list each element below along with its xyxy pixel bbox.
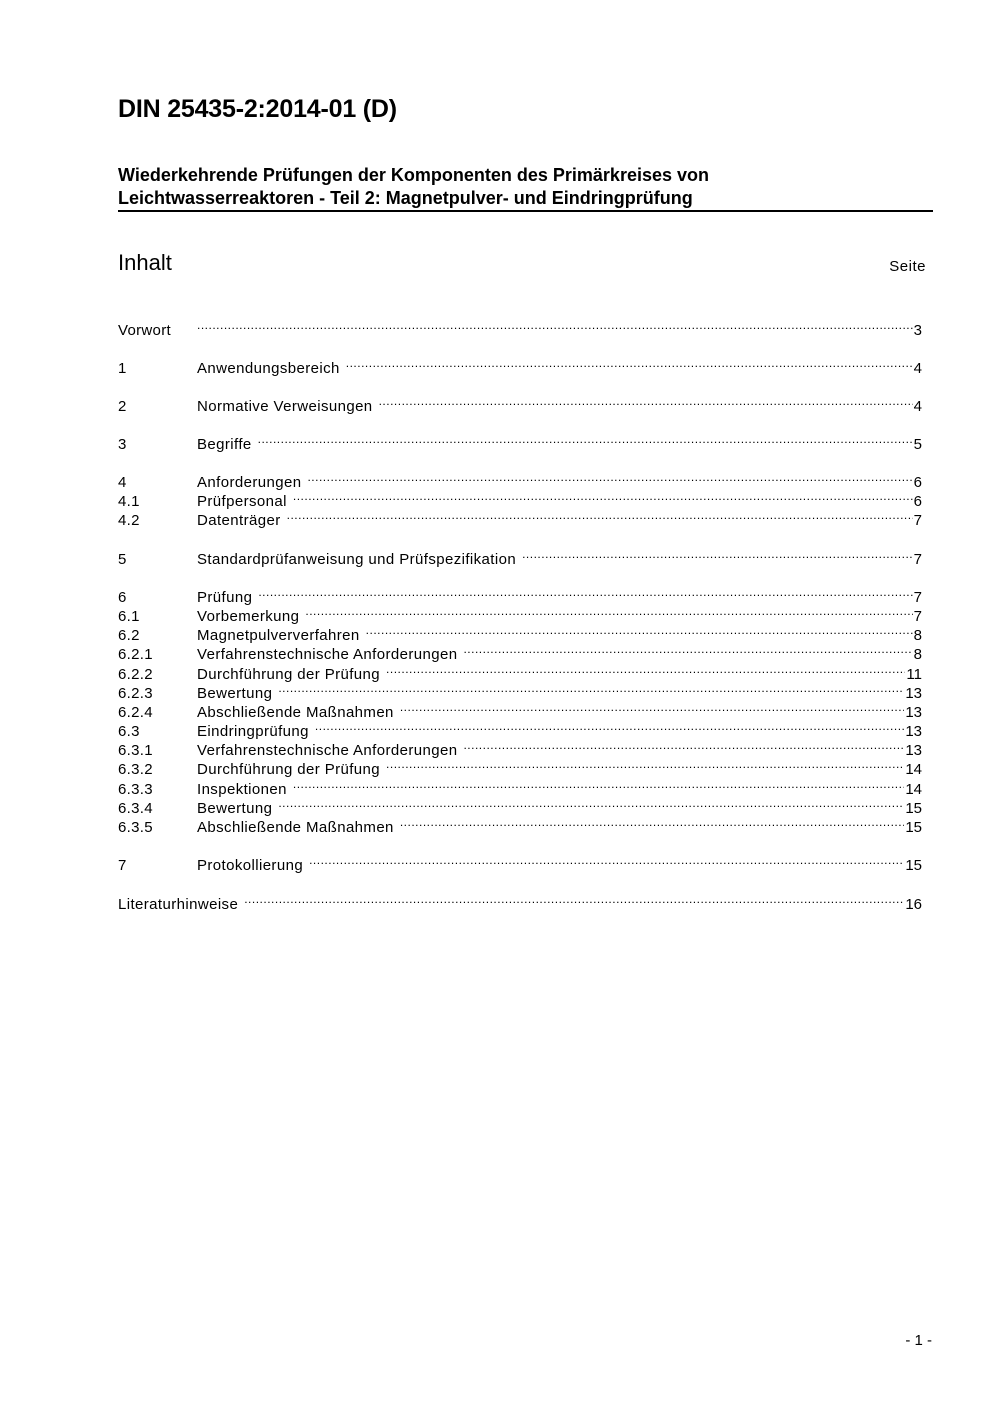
toc-entry-page: 15 <box>905 819 922 836</box>
toc-leader-dots <box>386 755 904 774</box>
toc-entry[interactable] <box>118 851 922 874</box>
toc-entry-number: 6 <box>118 589 127 606</box>
toc-entry-vorwort[interactable] <box>118 316 922 339</box>
toc-entry-page: 11 <box>906 666 922 683</box>
toc-page-column-label: Seite <box>889 258 926 275</box>
toc-entry-number: 6.2.2 <box>118 666 153 683</box>
toc-leader-dots <box>309 851 904 870</box>
toc-entry-label: Vorwort <box>118 322 171 339</box>
toc-entry[interactable] <box>118 775 922 798</box>
toc-leader-dots <box>293 487 913 506</box>
toc-entry[interactable] <box>118 813 922 836</box>
toc-leader-dots <box>305 602 912 621</box>
toc-leader-dots <box>522 545 913 564</box>
toc-leader-dots <box>278 679 904 698</box>
toc-entry[interactable] <box>118 717 922 740</box>
toc-entry[interactable] <box>118 679 922 702</box>
toc-entry[interactable] <box>118 621 922 644</box>
toc-entry-label: Standardprüfanweisung und Prüfspezifikation <box>197 551 517 568</box>
toc-entry-label: Verfahrenstechnische Anforderungen <box>197 742 458 759</box>
toc-entry-page: 13 <box>905 742 922 759</box>
toc-entry-number: 6.3.1 <box>118 742 153 759</box>
toc-entry-number: 6.1 <box>118 608 140 625</box>
toc-entry-page: 6 <box>913 474 922 491</box>
toc-leader-dots <box>307 468 912 487</box>
toc-leader-dots <box>463 640 912 659</box>
toc-entry-page: 8 <box>913 627 922 644</box>
toc-entry-number: 4.1 <box>118 493 140 510</box>
toc-entry-number: 6.3.4 <box>118 800 153 817</box>
toc-leader-dots <box>287 506 913 525</box>
toc-entry-label: Anforderungen <box>197 474 302 491</box>
document-id: DIN 25435-2:2014-01 (D) <box>118 95 397 123</box>
document-title <box>118 164 933 212</box>
toc-entry-literaturhinweise[interactable] <box>118 890 922 913</box>
toc-entry[interactable] <box>118 736 922 759</box>
toc-entry-label: Prüfung <box>197 589 253 606</box>
toc-entry-label: Normative Verweisungen <box>197 398 373 415</box>
toc-entry-page: 16 <box>905 896 922 913</box>
toc-entry-number: 6.3 <box>118 723 140 740</box>
toc-leader-dots <box>400 698 905 717</box>
toc-entry-label: Abschließende Maßnahmen <box>197 819 394 836</box>
toc-leader-dots <box>379 392 913 411</box>
toc-entry[interactable] <box>118 602 922 625</box>
toc-entry-label: Protokollierung <box>197 857 304 874</box>
toc-entry-number: 5 <box>118 551 127 568</box>
toc-entry[interactable] <box>118 392 922 415</box>
toc-entry[interactable] <box>118 430 922 453</box>
toc-entry[interactable] <box>118 660 922 683</box>
toc-entry-page: 13 <box>905 723 922 740</box>
toc-entry[interactable] <box>118 506 922 529</box>
toc-entry[interactable] <box>118 354 922 377</box>
toc-entry[interactable] <box>118 698 922 721</box>
toc-entry-label: Vorbemerkung <box>197 608 300 625</box>
toc-entry-label: Durchführung der Prüfung <box>197 761 381 778</box>
toc-entry-label: Abschließende Maßnahmen <box>197 704 394 721</box>
toc-entry-label: Literaturhinweise <box>118 896 239 913</box>
toc-entry-label: Eindringprüfung <box>197 723 309 740</box>
toc-leader-dots <box>463 736 904 755</box>
toc-leader-dots <box>278 794 904 813</box>
toc-entry[interactable] <box>118 640 922 663</box>
toc-leader-dots <box>258 430 913 449</box>
toc-entry-page: 14 <box>905 781 922 798</box>
toc-entry-number: 6.3.2 <box>118 761 153 778</box>
toc-entry-label: Begriffe <box>197 436 252 453</box>
toc-entry[interactable] <box>118 583 922 606</box>
toc-entry-page: 15 <box>905 857 922 874</box>
toc-entry-page: 4 <box>913 360 922 377</box>
toc-entry-number: 6.2 <box>118 627 140 644</box>
toc-entry-page: 13 <box>905 704 922 721</box>
toc-entry-page: 7 <box>913 512 922 529</box>
toc-leader-dots <box>197 316 913 335</box>
toc-entry-number: 6.2.3 <box>118 685 153 702</box>
toc-leader-dots <box>293 775 904 794</box>
toc-leader-dots <box>315 717 904 736</box>
toc-entry[interactable] <box>118 755 922 778</box>
toc-entry-number: 6.2.1 <box>118 646 153 663</box>
toc-entry-page: 8 <box>913 646 922 663</box>
toc-entry-number: 3 <box>118 436 127 453</box>
toc-leader-dots <box>346 354 913 373</box>
toc-entry-number: 6.3.3 <box>118 781 153 798</box>
toc-entry-number: 4 <box>118 474 127 491</box>
toc-leader-dots <box>386 660 905 679</box>
toc-entry-page: 6 <box>913 493 922 510</box>
toc-heading: Inhalt <box>118 250 172 275</box>
toc-entry-label: Inspektionen <box>197 781 287 798</box>
toc-leader-dots <box>366 621 913 640</box>
toc-entry-label: Datenträger <box>197 512 281 529</box>
toc-entry-page: 5 <box>913 436 922 453</box>
toc-entry-label: Anwendungsbereich <box>197 360 340 377</box>
page-number: - 1 - <box>905 1332 932 1349</box>
toc-entry-page: 4 <box>913 398 922 415</box>
document-title-line-2: Leichtwasserreaktoren - Teil 2: Magnetpulver- und Eindringprüfung <box>118 188 693 208</box>
toc-entry-label: Magnetpulververfahren <box>197 627 360 644</box>
toc-entry-label: Bewertung <box>197 800 273 817</box>
toc-entry-number: 7 <box>118 857 127 874</box>
toc-entry-page: 3 <box>913 322 922 339</box>
toc-entry[interactable] <box>118 468 922 491</box>
toc-entry[interactable] <box>118 545 922 568</box>
toc-leader-dots <box>258 583 912 602</box>
toc-entry-page: 7 <box>913 589 922 606</box>
toc-entry-label: Verfahrenstechnische Anforderungen <box>197 646 458 663</box>
document-title-line-1: Wiederkehrende Prüfungen der Komponenten des Primärkreises von <box>118 165 709 185</box>
toc-entry-number: 6.3.5 <box>118 819 153 836</box>
toc-entry-number: 6.2.4 <box>118 704 153 721</box>
toc-entry-label: Durchführung der Prüfung <box>197 666 381 683</box>
toc-entry-label: Prüfpersonal <box>197 493 287 510</box>
toc-entry-number: 2 <box>118 398 127 415</box>
toc-entry-page: 14 <box>905 761 922 778</box>
toc-leader-dots <box>244 890 904 909</box>
toc-entry[interactable] <box>118 794 922 817</box>
toc-entry-number: 4.2 <box>118 512 140 529</box>
toc-leader-dots <box>400 813 905 832</box>
toc-entry-page: 7 <box>913 551 922 568</box>
toc-entry-page: 7 <box>913 608 922 625</box>
toc-entry[interactable] <box>118 487 922 510</box>
toc-entry-label: Bewertung <box>197 685 273 702</box>
toc-entry-page: 15 <box>905 800 922 817</box>
toc-entry-number: 1 <box>118 360 127 377</box>
toc-entry-page: 13 <box>905 685 922 702</box>
